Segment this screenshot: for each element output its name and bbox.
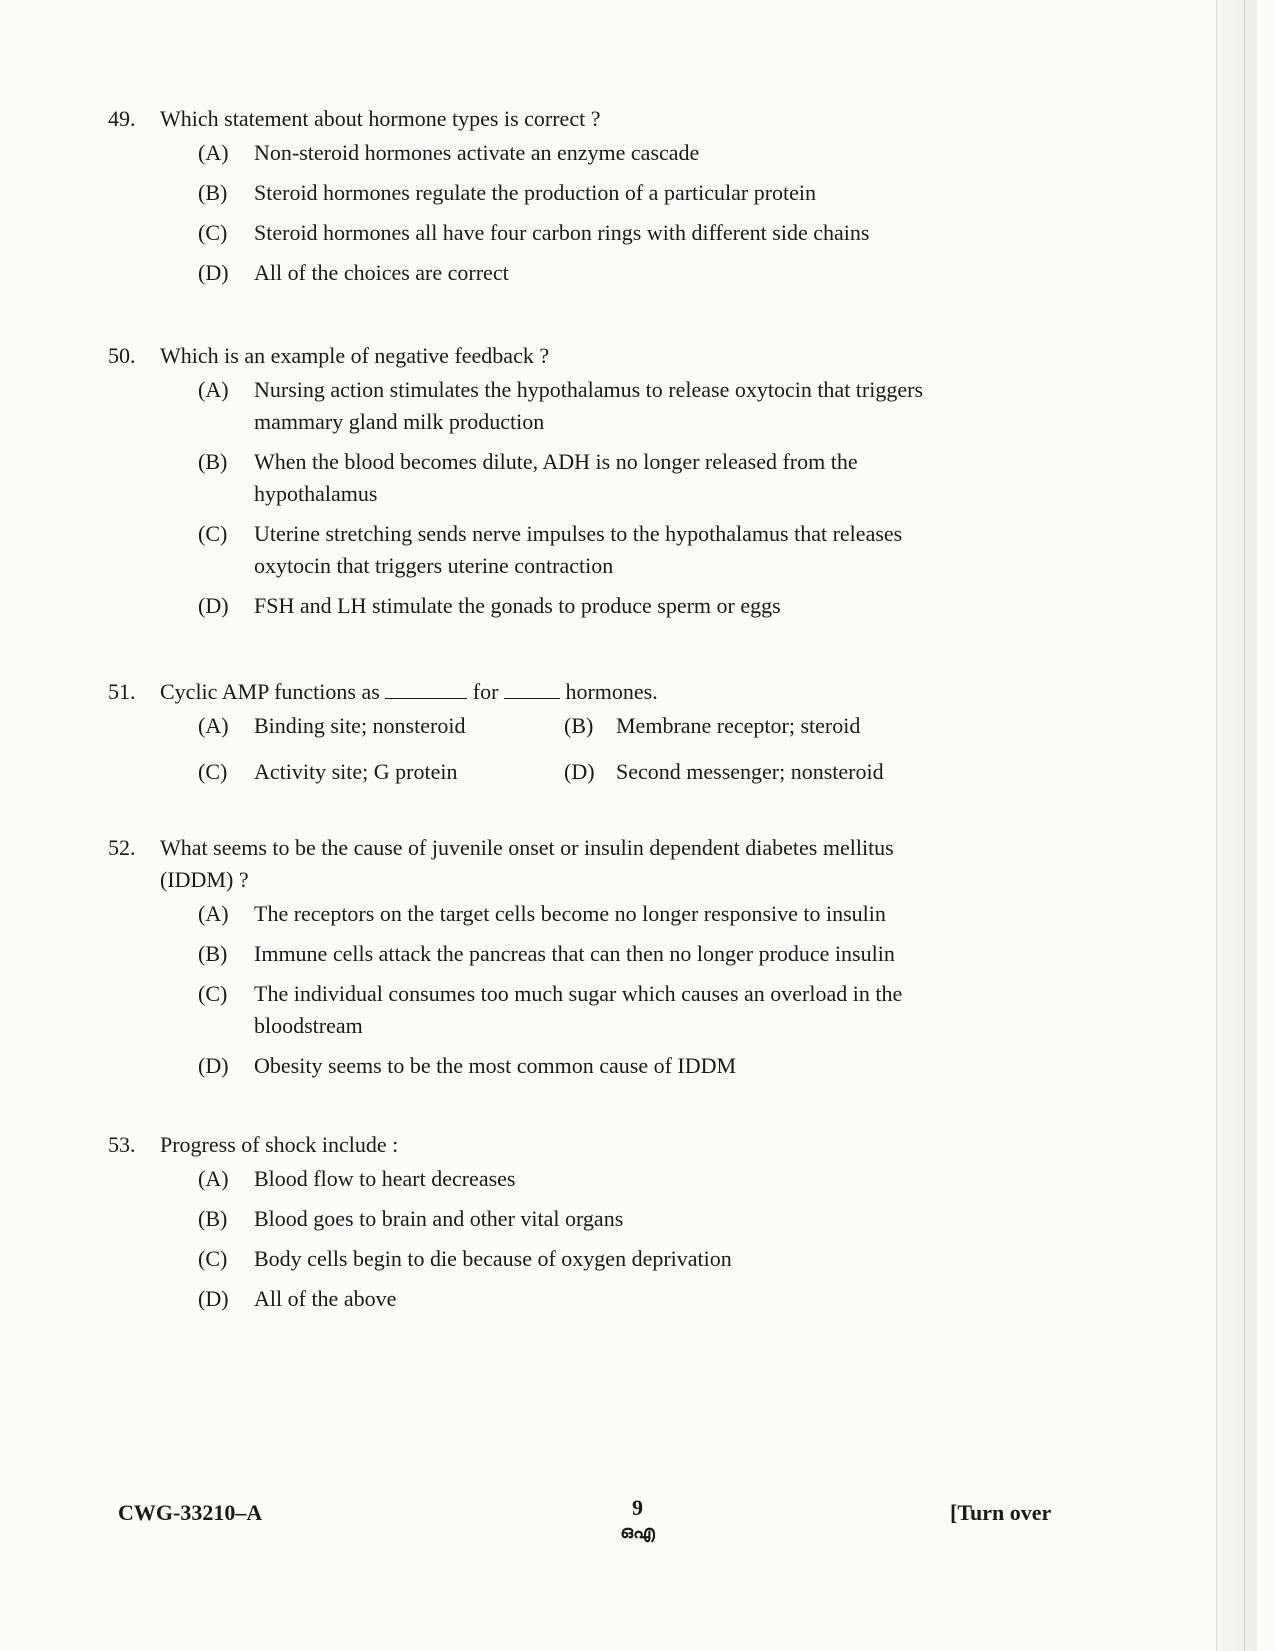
page-number: 9 ഒഎ <box>0 1496 1275 1544</box>
option-list <box>198 1163 1128 1315</box>
option-a: (A) Binding site; nonsteroid <box>198 713 466 738</box>
option-list <box>198 898 1128 1082</box>
option-c: (C) Activity site; G protein <box>198 759 458 784</box>
question-text: Progress of shock include : <box>160 1132 399 1157</box>
question-49 <box>108 103 1128 297</box>
question-number: 49. <box>108 106 136 131</box>
question-53 <box>108 1129 1128 1323</box>
option-b: (B) Steroid hormones regulate the production of a particular protein <box>198 180 817 205</box>
question-50 <box>108 340 1128 630</box>
option-c: (C) Steroid hormones all have four carbon rings with different side chains <box>198 220 870 245</box>
option-b: (B) Immune cells attack the pancreas that can then no longer produce insulin <box>198 941 895 966</box>
question-number: 51. <box>108 679 136 704</box>
option-a: (A) Non-steroid hormones activate an enzyme cascade <box>198 140 700 165</box>
option-d: (D) FSH and LH stimulate the gonads to produce sperm or eggs <box>198 593 781 618</box>
option-list <box>198 710 1128 796</box>
option-a: (A) Nursing action stimulates the hypothalamus to release oxytocin that triggers mammary gland milk production <box>198 377 924 434</box>
question-52 <box>108 832 1128 1090</box>
option-d: (D) All of the choices are correct <box>198 260 509 285</box>
page-edge <box>1216 0 1257 1651</box>
turn-over-note: [Turn over <box>950 1500 1052 1525</box>
question-number: 52. <box>108 835 136 860</box>
option-c: (C) Body cells begin to die because of oxygen deprivation <box>198 1246 732 1271</box>
page-number-script: ഒഎ <box>620 1522 655 1542</box>
answer-blank <box>504 676 560 699</box>
question-text: Cyclic AMP functions as for hormones. <box>160 676 1128 708</box>
answer-blank <box>385 676 467 699</box>
question-51 <box>108 676 1128 796</box>
option-b: (B) When the blood becomes dilute, ADH is no longer released from the hypothalamus <box>198 449 858 506</box>
option-c: (C) The individual consumes too much sugar which causes an overload in the bloodstream <box>198 981 903 1038</box>
option-d: (D) Second messenger; nonsteroid <box>564 759 884 784</box>
option-b: (B) Membrane receptor; steroid <box>564 713 861 738</box>
question-text: What seems to be the cause of juvenile onset or insulin dependent diabetes mellitus (IDDM) ? <box>160 835 894 892</box>
question-text: Which statement about hormone types is correct ? <box>160 106 601 131</box>
question-number: 53. <box>108 1132 136 1157</box>
exam-code: CWG-33210–A <box>118 1500 263 1525</box>
option-d: (D) Obesity seems to be the most common cause of IDDM <box>198 1053 737 1078</box>
option-b: (B) Blood goes to brain and other vital organs <box>198 1206 624 1231</box>
option-a: (A) Blood flow to heart decreases <box>198 1166 516 1191</box>
option-list <box>198 137 1128 289</box>
option-list <box>198 374 1128 622</box>
question-text: Which is an example of negative feedback ? <box>160 343 550 368</box>
option-c: (C) Uterine stretching sends nerve impulses to the hypothalamus that releases oxytocin that triggers uterine contraction <box>198 521 903 578</box>
question-number: 50. <box>108 343 136 368</box>
option-d: (D) All of the above <box>198 1286 397 1311</box>
option-a: (A) The receptors on the target cells become no longer responsive to insulin <box>198 901 886 926</box>
